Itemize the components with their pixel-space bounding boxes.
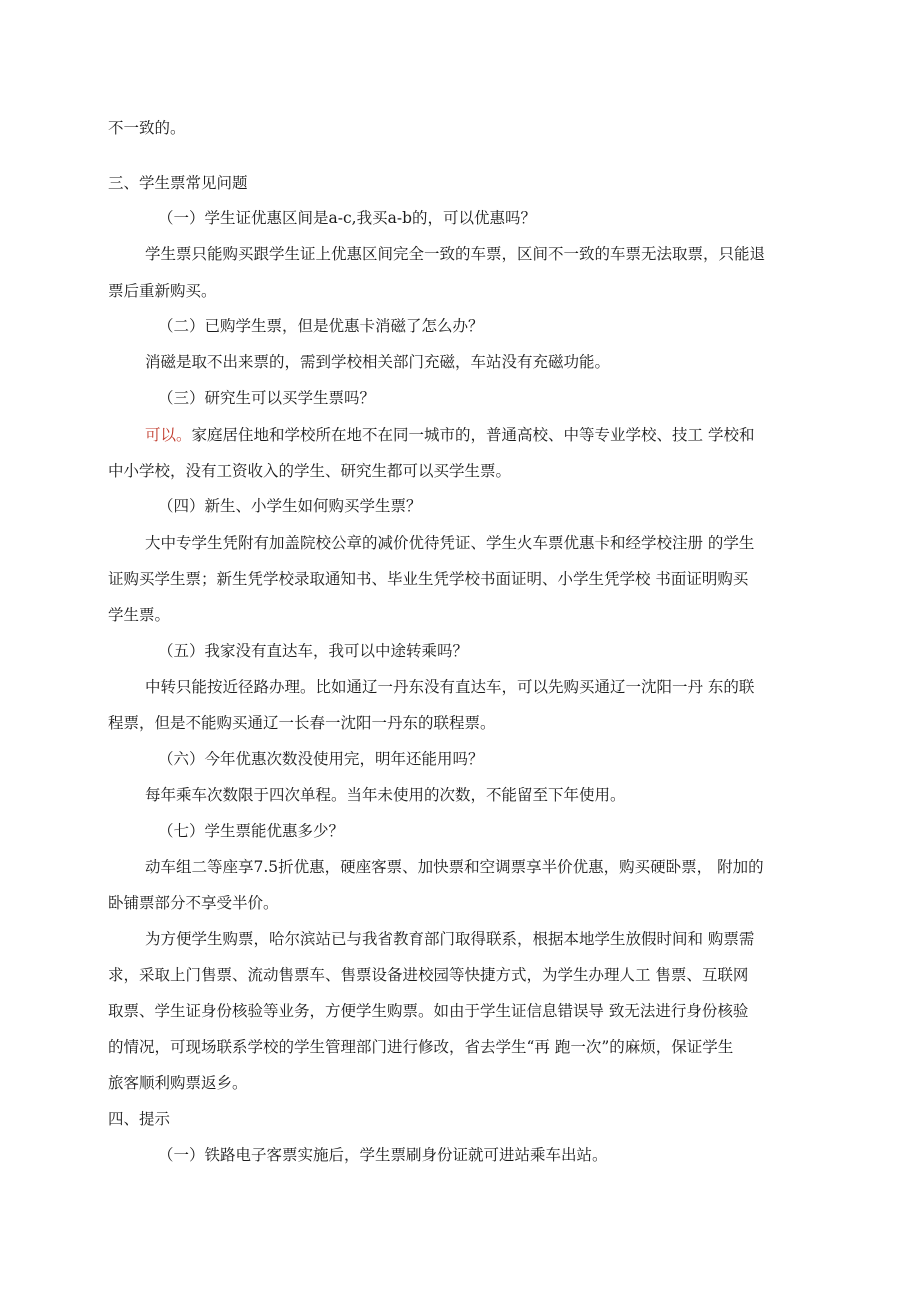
question-heading: （七）学生票能优惠多少？ — [158, 822, 345, 840]
paragraph-line: 动车组二等座享7.5折优惠，硬座客票、加快票和空调票享半价优惠，购买硬卧票， 附加的 — [145, 858, 764, 876]
paragraph-line: 不一致的。 — [108, 119, 186, 137]
paragraph-line: 大中专学生凭附有加盖院校公章的减价优待凭证、学生火车票优惠卡和经学校注册 的学生 — [145, 534, 755, 552]
section-heading: 四、提示 — [108, 1110, 171, 1128]
question-heading: （三）研究生可以买学生票吗？ — [158, 389, 376, 407]
paragraph-line: 程票，但是不能购买通辽一长春一沈阳一丹东的联程票。 — [108, 714, 496, 732]
paragraph-line: 每年乘车次数限于四次单程。当年未使用的次数，不能留至下年使用。 — [145, 786, 626, 804]
paragraph-line: 证购买学生票；新生凭学校录取通知书、毕业生凭学校书面证明、小学生凭学校 书面证明购买 — [108, 570, 749, 588]
question-heading: （五）我家没有直达车，我可以中途转乘吗？ — [158, 642, 469, 660]
paragraph-line: 旅客顺利购票返乡。 — [108, 1074, 248, 1092]
paragraph-line: 中转只能按近径路办理。比如通辽一丹东没有直达车，可以先购买通辽一沈阳一丹 东的联 — [145, 678, 755, 696]
paragraph-line: 的情况，可现场联系学校的学生管理部门进行修改，省去学生“再 跑一次”的麻烦，保证学生 — [108, 1038, 734, 1056]
paragraph-line: 为方便学生购票，哈尔滨站已与我省教育部门取得联系，根据本地学生放假时间和 购票需 — [145, 930, 755, 948]
paragraph-line: 消磁是取不出来票的，需到学校相关部门充磁，车站没有充磁功能。 — [145, 353, 611, 371]
section-heading: 三、学生票常见问题 — [108, 174, 248, 192]
paragraph-line: 求，采取上门售票、流动售票车、售票设备进校园等快捷方式，为学生办理人工 售票、互联网 — [108, 966, 749, 984]
highlight-answer: 可以。 — [145, 426, 192, 444]
paragraph-line: 取票、学生证身份核验等业务，方便学生购票。如由于学生证信息错误导 致无法进行身份核验 — [108, 1002, 749, 1020]
paragraph-line: 学生票只能购买跟学生证上优惠区间完全一致的车票，区间不一致的车票无法取票，只能退 — [145, 245, 766, 263]
question-heading: （六）今年优惠次数没使用完，明年还能用吗？ — [158, 750, 484, 768]
paragraph-line: 票后重新购买。 — [108, 282, 217, 300]
question-heading: （二）已购学生票，但是优惠卡消磁了怎么办？ — [158, 317, 484, 335]
paragraph-line: 可以。家庭居住地和学校所在地不在同一城市的，普通高校、中等专业学校、技工 学校和 — [145, 426, 755, 444]
question-heading: （一）学生证优惠区间是a-c,我买a-b的，可以优惠吗？ — [158, 209, 536, 227]
paragraph-line: 学生票。 — [108, 606, 171, 624]
question-heading: （四）新生、小学生如何购买学生票？ — [158, 497, 422, 515]
question-heading: （一）铁路电子客票实施后，学生票刷身份证就可进站乘车出站。 — [158, 1146, 608, 1164]
paragraph-line: 卧铺票部分不享受半价。 — [108, 894, 279, 912]
paragraph-line: 中小学校，没有工资收入的学生、研究生都可以买学生票。 — [108, 462, 512, 480]
